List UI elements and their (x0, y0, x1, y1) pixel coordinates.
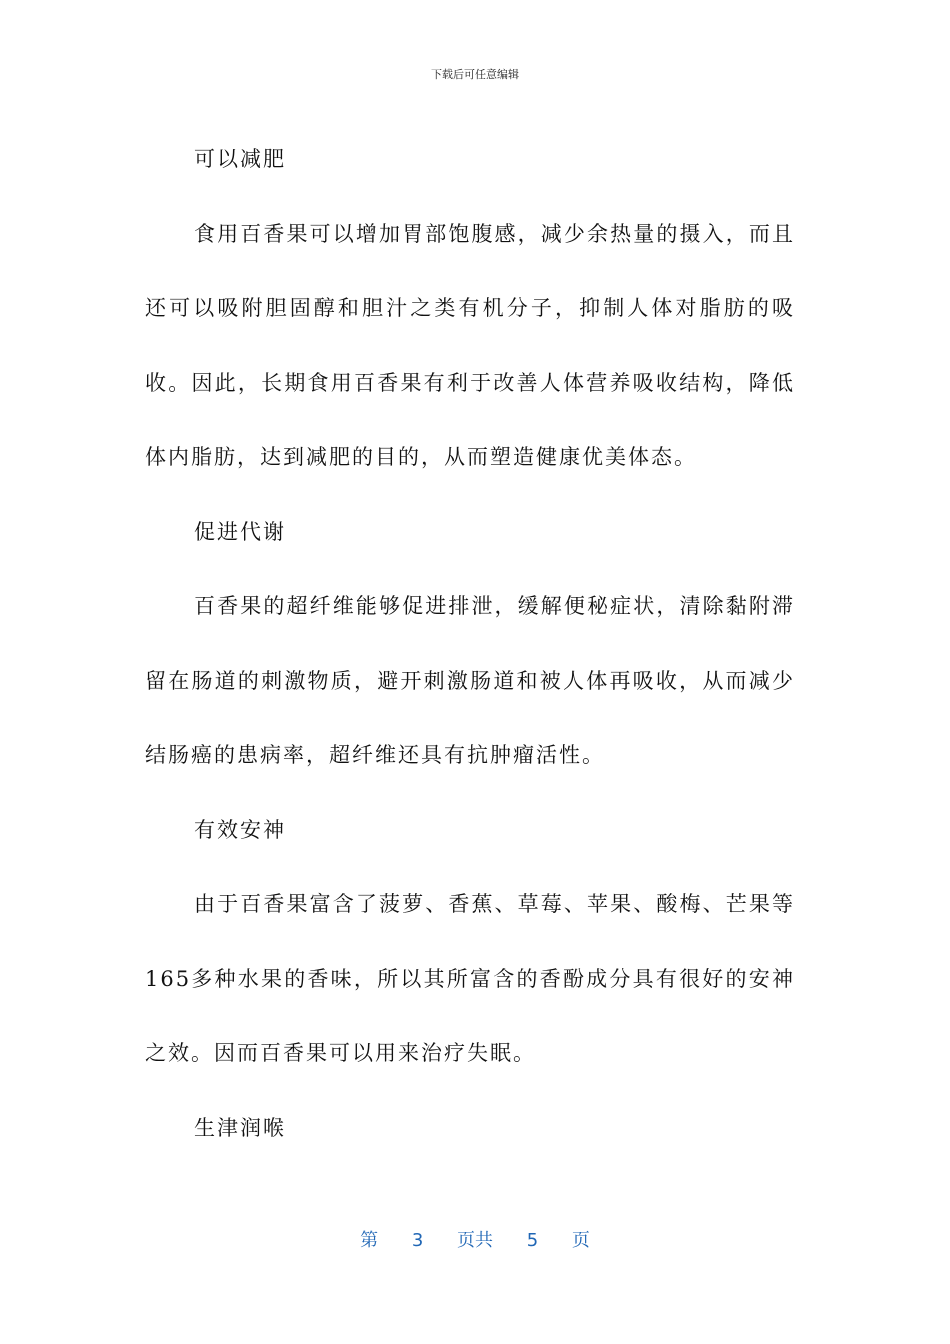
page-footer (0, 1226, 950, 1252)
paragraph-metabolism: 百香果的超纤维能够促进排泄，缓解便秘症状，清除黏附滞留在肠道的刺激物质，避开刺激肠道和被人体再吸收，从而减少结肠癌的患病率，超纤维还具有抗肿瘤活性。 (145, 594, 795, 767)
footer-middle: 页共 (457, 1230, 493, 1251)
page-header: 下载后可任意编辑 (431, 68, 519, 81)
section-heading-metabolism: 促进代谢 (194, 519, 286, 544)
section-heading-weight-loss: 可以减肥 (194, 147, 286, 171)
footer-suffix: 页 (571, 1230, 590, 1251)
section-heading-throat: 生津润喉 (194, 1115, 286, 1140)
paragraph-calming: 由于百香果富含了菠萝、香蕉、草莓、苹果、酸梅、芒果等165多种水果的香味，所以其所富含的香酚成分具有很好的安神之效。因而百香果可以用来治疗失眠。 (145, 892, 795, 1065)
document-body (145, 122, 795, 1165)
footer-total-pages: 5 (526, 1230, 539, 1251)
paragraph-weight-loss: 食用百香果可以增加胃部饱腹感，减少余热量的摄入，而且还可以吸附胆固醇和胆汁之类有机分子，抑制人体对脂肪的吸收。因此，长期食用百香果有利于改善人体营养吸收结构，降低体内脂肪，达到减肥的目的，从而塑造健康优美体态。 (145, 221, 795, 469)
footer-current-page: 3 (411, 1230, 424, 1251)
footer-prefix: 第 (360, 1230, 379, 1251)
section-heading-calming: 有效安神 (194, 817, 286, 842)
